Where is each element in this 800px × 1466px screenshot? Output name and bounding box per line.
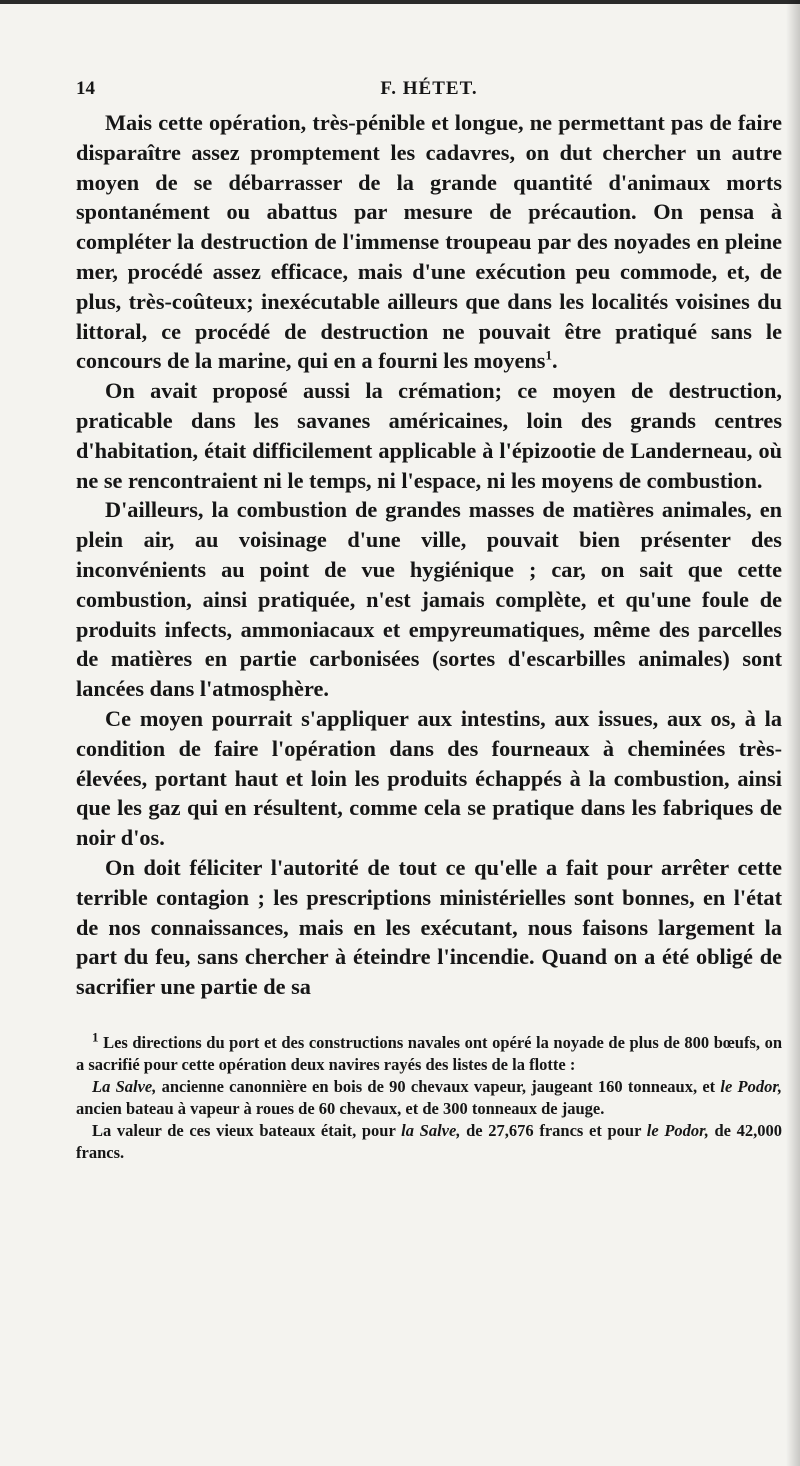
ship-name-la-salve: La Salve, — [92, 1076, 157, 1096]
ship-name-la-salve-2: la Salve, — [401, 1120, 461, 1140]
footnote-3-end: de 42,000 francs. — [76, 1120, 783, 1162]
top-border-rule — [0, 0, 800, 4]
footnote-3-middle: de 27,676 francs et pour — [460, 1120, 647, 1140]
paragraph-5: On doit féliciter l'autorité de tout ce qu'elle a fait pour arrêter cette terrible contagion ; les prescriptions ministérielles sont bonnes, en l'état de nos connaissances, mais en les exécutant, nous faisons largement la part du feu, sans chercher à éteindre l'incendie. Quand on a été obligé de sacrifier une partie de sa — [76, 854, 782, 1000]
paragraph-4: Ce moyen pourrait s'appliquer aux intestins, aux issues, aux os, à la condition de faire l'opération dans des fourneaux à cheminées très-élevées, portant haut et loin les produits échappés à la combustion, ainsi que les gaz qui en résultent, comme cela se pratique dans les fabriques de noir d'os. — [76, 705, 782, 851]
footnotes — [76, 1029, 783, 1164]
footnote-2-middle: ancienne canonnière en bois de 90 chevaux vapeur, jaugeant 160 tonneaux, et — [156, 1076, 721, 1096]
paragraph-1 — [76, 108, 782, 376]
paragraph-1-text: Mais cette opération, très-pénible et longue, ne permettant pas de faire disparaître assez promptement les cadavres, on dut chercher un autre moyen de se débarrasser de la grande quantité d'animaux morts spontanément ou abattus par mesure de précaution. On pensa à compléter la destruction de l'immense troupeau par des noyades en pleine mer, procédé assez efficace, mais d'une exécution peu commode, et, de plus, très-coûteux; inexécutable ailleurs que dans les localités voisines du littoral, ce procédé de destruction ne pouvait être pratiqué sans le concours de la marine, qui en a fourni les moyens — [76, 110, 782, 374]
footnote-marker: 1 — [92, 1029, 99, 1045]
paragraph-2: On avait proposé aussi la crémation; ce moyen de destruction, praticable dans les savanes américaines, loin des grands centres d'habitation, était difficilement applicable à l'épizootie de Landerneau, où ne se rencontraient ni le temps, ni l'espace, ni les moyens de combustion. — [76, 378, 782, 493]
footnote-2 — [76, 1076, 782, 1120]
footnote-3 — [76, 1120, 782, 1164]
footnote-2-end: ancien bateau à vapeur à roues de 60 chevaux, et de 300 tonneaux de jauge. — [76, 1098, 605, 1118]
ship-name-le-podor-2: le Podor, — [646, 1120, 709, 1140]
ship-name-le-podor: le Podor, — [720, 1076, 782, 1096]
paragraph-1-period: . — [551, 348, 558, 374]
footnote-1-text: Les directions du port et des constructions navales ont opéré la noyade de plus de 800 bœufs, on a sacrifié pour cette opération deux navires rayés des listes de la flotte : — [76, 1032, 783, 1074]
footnote-reference: 1 — [545, 347, 552, 363]
footnote-3-start: La valeur de ces vieux bateaux était, pour — [92, 1120, 402, 1140]
page-edge-shadow — [786, 0, 800, 1466]
footnote-1 — [76, 1029, 783, 1076]
running-title: F. HÉTET. — [380, 78, 478, 99]
body-text — [76, 108, 782, 1002]
paragraph-3: D'ailleurs, la combustion de grandes masses de matières animales, en plein air, au voisinage d'une ville, pouvait bien présenter des inconvénients au point de vue hygiénique ; car, on sait que cette combustion, ainsi pratiquée, n'est jamais complète, et qu'une foule de produits infects, ammoniacaux et empyreumatiques, même des parcelles de matières en partie carbonisées (sortes d'escarbilles animales) sont lancées dans l'atmosphère. — [76, 497, 782, 702]
book-page — [76, 74, 782, 1164]
running-head — [76, 74, 782, 108]
page-number: 14 — [76, 78, 95, 99]
